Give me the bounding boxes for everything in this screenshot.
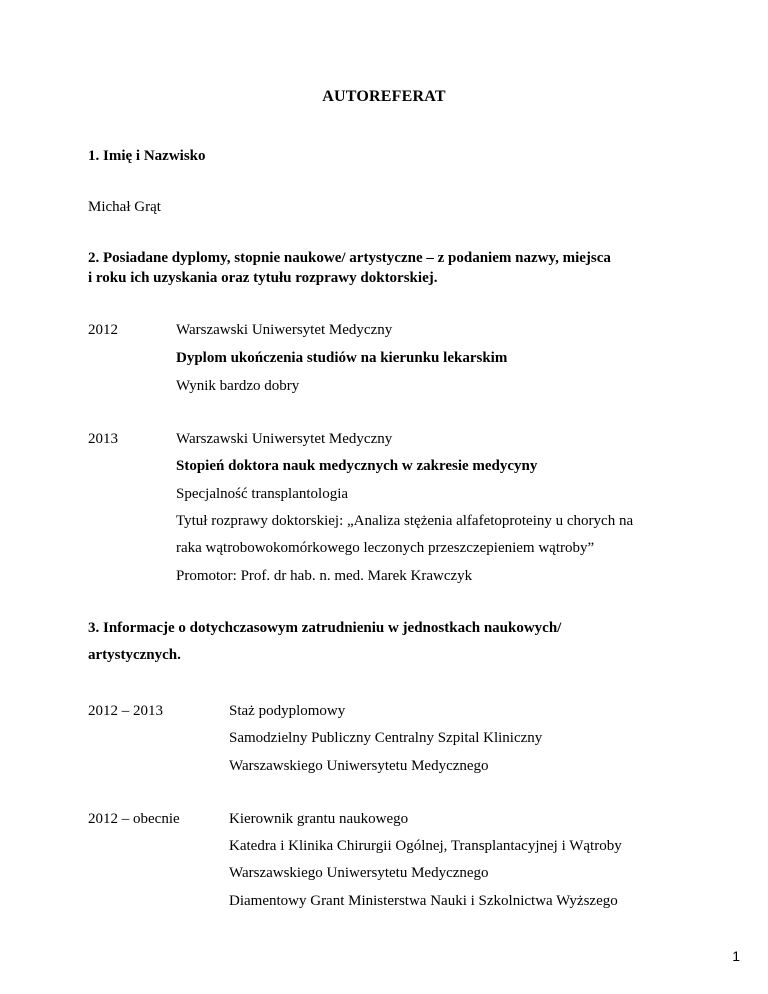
section-2-heading-line-1: 2. Posiadane dyplomy, stopnie naukowe/ artystyczne – z podaniem nazwy, miejsca bbox=[88, 250, 611, 266]
section-1-heading: 1. Imię i Nazwisko bbox=[88, 148, 206, 164]
section-2-heading-line-2: i roku ich uzyskania oraz tytułu rozprawy doktorskiej. bbox=[88, 270, 438, 286]
entry-thesis-line-1: Tytuł rozprawy doktorskiej: „Analiza stężenia alfafetoproteiny u chorych na bbox=[176, 513, 634, 529]
entry-result: Wynik bardzo dobry bbox=[176, 378, 300, 394]
employment-line: Kierownik grantu naukowego bbox=[229, 811, 409, 827]
employment-line: Warszawskiego Uniwersytetu Medycznego bbox=[229, 865, 489, 881]
entry-institution: Warszawski Uniwersytet Medyczny bbox=[176, 322, 393, 338]
section-3-heading-line-2: artystycznych. bbox=[88, 647, 181, 663]
employment-line: Katedra i Klinika Chirurgii Ogólnej, Transplantacyjnej i Wątroby bbox=[229, 838, 622, 854]
entry-degree: Dyplom ukończenia studiów na kierunku lekarskim bbox=[176, 350, 508, 366]
employment-line: Warszawskiego Uniwersytetu Medycznego bbox=[229, 758, 489, 774]
person-name: Michał Grąt bbox=[88, 199, 161, 215]
entry-degree: Stopień doktora nauk medycznych w zakresie medycyny bbox=[176, 458, 538, 474]
entry-institution: Warszawski Uniwersytet Medyczny bbox=[176, 431, 393, 447]
section-3-heading-line-1: 3. Informacje o dotychczasowym zatrudnieniu w jednostkach naukowych/ bbox=[88, 620, 562, 636]
entry-promoter: Promotor: Prof. dr hab. n. med. Marek Krawczyk bbox=[176, 568, 473, 584]
employment-period: 2012 – 2013 bbox=[88, 703, 163, 719]
entry-year: 2012 bbox=[88, 322, 118, 338]
employment-line: Staż podyplomowy bbox=[229, 703, 346, 719]
employment-line: Diamentowy Grant Ministerstwa Nauki i Szkolnictwa Wyższego bbox=[229, 893, 618, 909]
entry-year: 2013 bbox=[88, 431, 118, 447]
employment-period: 2012 – obecnie bbox=[88, 811, 180, 827]
employment-line: Samodzielny Publiczny Centralny Szpital Kliniczny bbox=[229, 730, 543, 746]
page-number: 1 bbox=[732, 948, 740, 964]
entry-specialty: Specjalność transplantologia bbox=[176, 486, 349, 502]
document-title: AUTOREFERAT bbox=[322, 88, 446, 105]
entry-thesis-line-2: raka wątrobowokomórkowego leczonych przeszczepieniem wątroby” bbox=[176, 540, 595, 556]
